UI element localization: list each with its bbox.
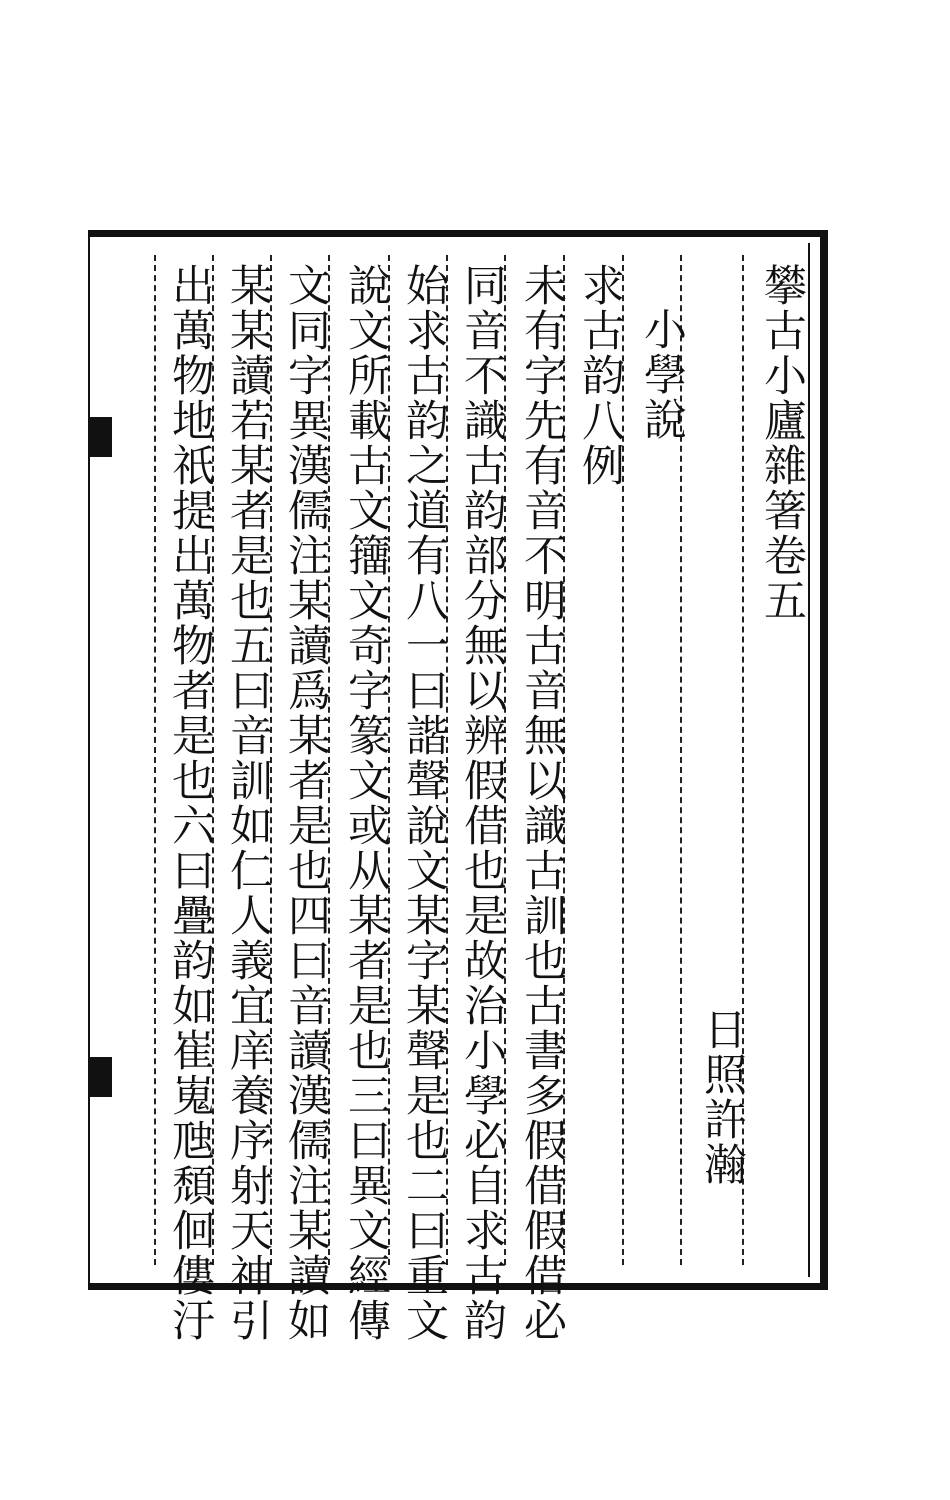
book-title: 攀古小廬雜箸卷五 bbox=[757, 263, 807, 623]
page-frame bbox=[88, 230, 828, 1343]
text-column-7: 某某讀若某者是也五曰音訓如仁人義宜庠養序射天神引 bbox=[223, 263, 273, 1343]
column-divider bbox=[154, 255, 156, 1265]
text-column-4: 始求古韵之道有八一曰諧聲說文某字某聲是也二曰重文 bbox=[399, 263, 449, 1343]
section-heading: 小學說 bbox=[637, 307, 687, 442]
fish-tail-mark bbox=[90, 1057, 112, 1097]
text-column-2: 未有字先有音不明古音無以識古訓也古書多假借假借必 bbox=[517, 263, 567, 1343]
fish-tail-mark bbox=[90, 417, 112, 457]
text-column-1: 求古韵八例 bbox=[575, 263, 625, 488]
text-column-6: 文同字異漢儒注某讀爲某者是也四曰音讀漢儒注某讀如 bbox=[281, 263, 331, 1343]
author-name: 日照許瀚 bbox=[697, 1007, 747, 1187]
text-column-3: 同音不識古韵部分無以辨假借也是故治小學必自求古韵 bbox=[457, 263, 507, 1343]
text-column-8: 出萬物地祇提出萬物者是也六曰疊韵如崔嵬虺頹佪僂汙 bbox=[165, 263, 215, 1343]
text-column-5: 說文所載古文籒文奇字篆文或从某者是也三曰異文經傳 bbox=[341, 263, 391, 1343]
